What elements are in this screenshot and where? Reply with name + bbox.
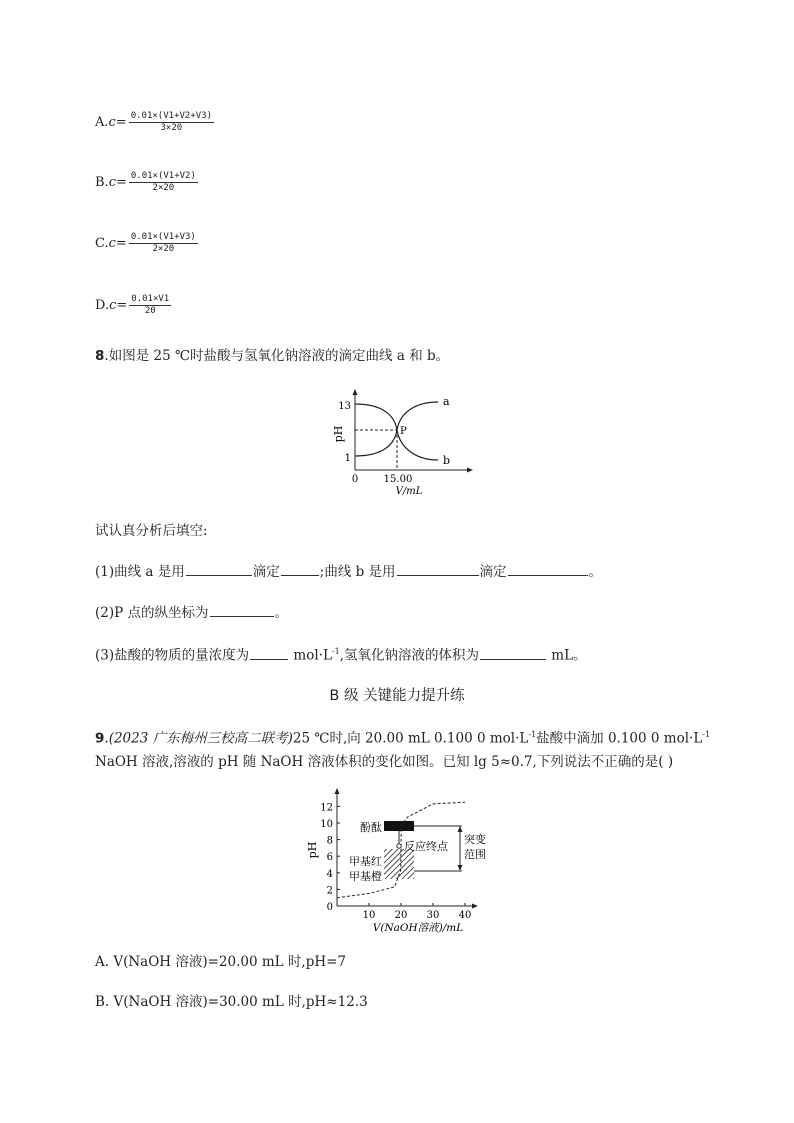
jump-range-label-1: 突变 (464, 833, 486, 846)
question-8-stem: 8.如图是 25 ℃时盐酸与氢氧化钠溶液的滴定曲线 a 和 b。 (95, 348, 450, 364)
x-tick-label-0: 0 (351, 474, 359, 485)
fraction: $\frac{0.01\times V1}{20}$ (131, 293, 170, 316)
y-tick-label: 12 (320, 802, 333, 814)
phenolphthalein-label: 酚酞 (360, 821, 382, 834)
x-axis-arrow (472, 904, 478, 909)
end-point-marker (397, 844, 401, 848)
x-tick-label: 40 (458, 910, 472, 921)
option-c: C. c= $\frac{0.01\times(V1+V3)}{2\times 20}$ (95, 231, 196, 254)
phenolphthalein-range (384, 821, 414, 831)
methyl-red-label: 甲基红 (349, 855, 382, 868)
x-axis-arrow (467, 468, 473, 473)
y-tick-label: 6 (326, 852, 333, 864)
methyl-orange-label: 甲基橙 (349, 870, 382, 883)
option-d: D. c= $\frac{0.01\times V1}{20}$ (95, 293, 170, 316)
y-tick-label-13: 13 (338, 401, 351, 412)
question-8-sub3: (3)盐酸的物质的量浓度为 $mol\cdot L^{-1}$,氢氧化钠溶液的体积为 mL。 (95, 642, 587, 666)
x-tick-label: 20 (394, 910, 408, 921)
y-axis-label: pH (306, 841, 319, 859)
y-tick-label: 10 (320, 819, 333, 830)
y-tick-label: 2 (326, 885, 333, 897)
arrow-down (458, 865, 463, 871)
reaction-endpoint-label: 反应终点 (404, 840, 448, 853)
x-tick-label: 30 (426, 910, 440, 921)
answer-blank[interactable] (480, 645, 546, 660)
x-axis-label: V/mL (395, 486, 423, 497)
y-tick-label: 0 (326, 902, 333, 913)
answer-blank[interactable] (210, 602, 274, 617)
y-tick-label: 4 (326, 868, 333, 880)
question-9-stem-line1: 9.(2023 广东梅州三校高二联考)25 ℃时,向 20.00 mL 0.100 0 $mol\cdot L^{-1}$盐酸中滴加 0.100 0 $mol\cdot L^{-1}$ (95, 730, 711, 747)
titration-chart-naoh (300, 788, 500, 938)
curve-a-label: a (443, 395, 450, 408)
answer-blank[interactable] (281, 561, 319, 576)
y-axis-arrow (335, 788, 340, 794)
answer-blank[interactable] (508, 561, 588, 576)
question-8-sub2: (2)P 点的纵坐标为 。 (95, 602, 288, 623)
x-tick-label-15: 15.00 (383, 474, 413, 485)
jump-range-label-2: 范围 (464, 848, 486, 861)
y-axis-label: pH (332, 425, 345, 443)
y-tick-label-1: 1 (344, 453, 351, 464)
methyl-orange-range (384, 866, 414, 879)
option-b: B. c= $\frac{0.01\times(V1+V2)}{2\times 20}$ (95, 170, 196, 193)
titration-chart-ab (320, 388, 490, 500)
option-a: A. c= $\frac{0.01\times(V1+V2+V3)}{3\times 20}$ (95, 110, 212, 133)
question-9-stem-line2: NaOH 溶液,溶液的 pH 随 NaOH 溶液体积的变化如图。已知 lg 5≈0.7,下列说法不正确的是( ) (95, 754, 674, 770)
answer-blank[interactable] (186, 561, 252, 576)
question-9-option-b: B. V(NaOH 溶液)=30.00 mL 时,pH≈12.3 (95, 994, 368, 1010)
fraction: $\frac{0.01\times(V1+V2)}{2\times 20}$ (130, 170, 196, 193)
x-axis-label: V(NaOH溶液)/mL (372, 922, 464, 934)
answer-blank[interactable] (250, 645, 288, 660)
question-8-sub1: (1)曲线 a 是用 滴定 ;曲线 b 是用 滴定 。 (95, 561, 602, 582)
arrow-up (458, 826, 463, 832)
question-9-option-a: A. V(NaOH 溶液)=20.00 mL 时,pH=7 (95, 954, 347, 970)
fraction: $\frac{0.01\times(V1+V3)}{2\times 20}$ (130, 231, 196, 254)
y-axis-arrow (353, 389, 358, 395)
answer-blank[interactable] (397, 561, 479, 576)
x-tick-label: 10 (362, 910, 376, 921)
y-tick-label: 8 (326, 835, 333, 847)
curve-b-label: b (443, 454, 451, 467)
section-b-title: B 级 关键能力提升练 (329, 688, 465, 704)
point-p-label: P (400, 426, 407, 437)
fraction: $\frac{0.01\times(V1+V2+V3)}{3\times 20}$ (130, 110, 212, 133)
question-8-intro: 试认真分析后填空: (95, 523, 208, 539)
